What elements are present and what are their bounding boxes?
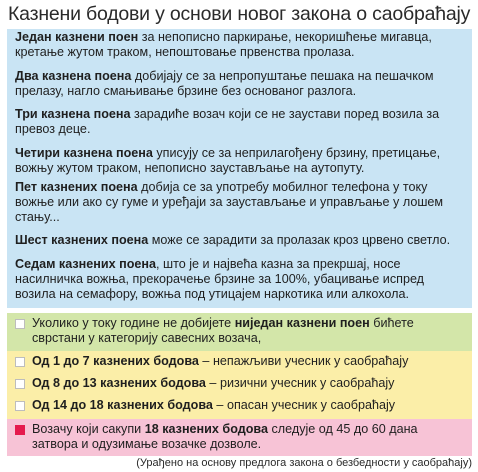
legend-text-post: бићете сврстани у категорију савесних возача,: [32, 316, 414, 345]
rule-heading: Четири казнена поена: [15, 145, 153, 160]
rule-text: , што је и највећа казна за прекршај, носе насилничка вожња, прекорачење брзине за 100%, убацивање испред возила на семафору, вожња под утицајем наркотика или алкохола.: [15, 256, 425, 301]
rule-1-point: [15, 30, 466, 60]
rule-5-points: [15, 180, 466, 225]
rule-heading: Један казнени поен: [15, 30, 139, 44]
legend-text: [32, 422, 466, 452]
legend-text-bold: Од 14 до 18 казнених бодова: [32, 398, 213, 412]
legend-text: [32, 398, 395, 413]
legend-row-8-13: [15, 376, 466, 391]
legend-text-bold: Од 1 до 7 казнених бодова: [32, 354, 199, 368]
legend-no-points: [7, 313, 472, 351]
white-square-icon: [15, 401, 25, 411]
legend-text-post: – непажљиви учесник у саобраћају: [198, 354, 409, 368]
legend-row: [15, 422, 466, 452]
rule-text: добија се за употребу мобилног телефона у току вожње или ако су гуме и уређаји за заустављање и управљање у лошем стању...: [15, 179, 444, 224]
rule-text: за непописно паркирање, некоришћење мигавца, кретање жутом траком, непоштовање првенства пролаза.: [15, 30, 432, 59]
source-note: (Урађено на основу предлога закона о безбедности у саобраћају): [136, 457, 472, 469]
rule-text: уписују се за неприлагођену брзину, претицање, вожњу жутом траком, непописно заустављање на аутопуту.: [15, 145, 441, 175]
rule-heading: Три казнена поена: [15, 107, 131, 121]
rule-6-points: [15, 233, 466, 248]
rule-heading: Седам казнених поена: [15, 256, 157, 271]
rule-3-points: [15, 107, 466, 137]
rule-text: зарадиће возач који се не заустави поред возила за превоз деце.: [15, 107, 440, 136]
page-title: Казнени бодови у основи новог закона о саобраћају: [8, 3, 471, 25]
legend-text-bold: Од 8 до 13 казнених бодова: [32, 376, 206, 390]
rule-text: може се зарадити за пролазак кроз црвено светло.: [148, 233, 451, 247]
legend-text: [32, 316, 466, 346]
legend-text-pre: Возачу који сакупи: [32, 422, 145, 436]
legend-max-points: [7, 419, 472, 456]
legend-text-bold: 18 казнених бодова: [144, 422, 268, 436]
legend-row: [15, 316, 466, 346]
rule-2-points: [15, 69, 466, 99]
penalty-rules-panel: [7, 29, 472, 308]
rule-heading: Два казнена поена: [15, 68, 132, 83]
legend-text: [32, 376, 394, 391]
legend-text: [32, 354, 408, 369]
white-square-icon: [15, 379, 25, 389]
rule-heading: Шест казнених поена: [15, 233, 149, 247]
legend-text-post: – ризични учесник у саобраћају: [205, 376, 395, 390]
white-square-icon: [15, 357, 25, 367]
rule-heading: Пет казнених поена: [15, 179, 138, 194]
rule-7-points: [15, 257, 466, 302]
rule-text: добијају се за непропуштање пешака на пешачком прелазу, нагло смањивање брзине без основаног разлога.: [15, 68, 434, 98]
white-square-icon: [15, 319, 25, 329]
legend-text-post: следује од 45 до 60 дана затвора и одузимање возачке дозволе.: [32, 422, 418, 451]
legend-row-1-7: [15, 354, 466, 369]
red-square-icon: [15, 425, 25, 435]
rule-4-points: [15, 146, 466, 176]
legend-text-post: – опасан учесник у саобраћају: [212, 398, 396, 412]
legend-point-ranges: [7, 351, 472, 419]
legend-text-pre: Уколико у току године не добијете: [32, 316, 235, 330]
legend-row-14-18: [15, 398, 466, 413]
legend-text-bold: ниједан казнени поен: [234, 316, 370, 330]
